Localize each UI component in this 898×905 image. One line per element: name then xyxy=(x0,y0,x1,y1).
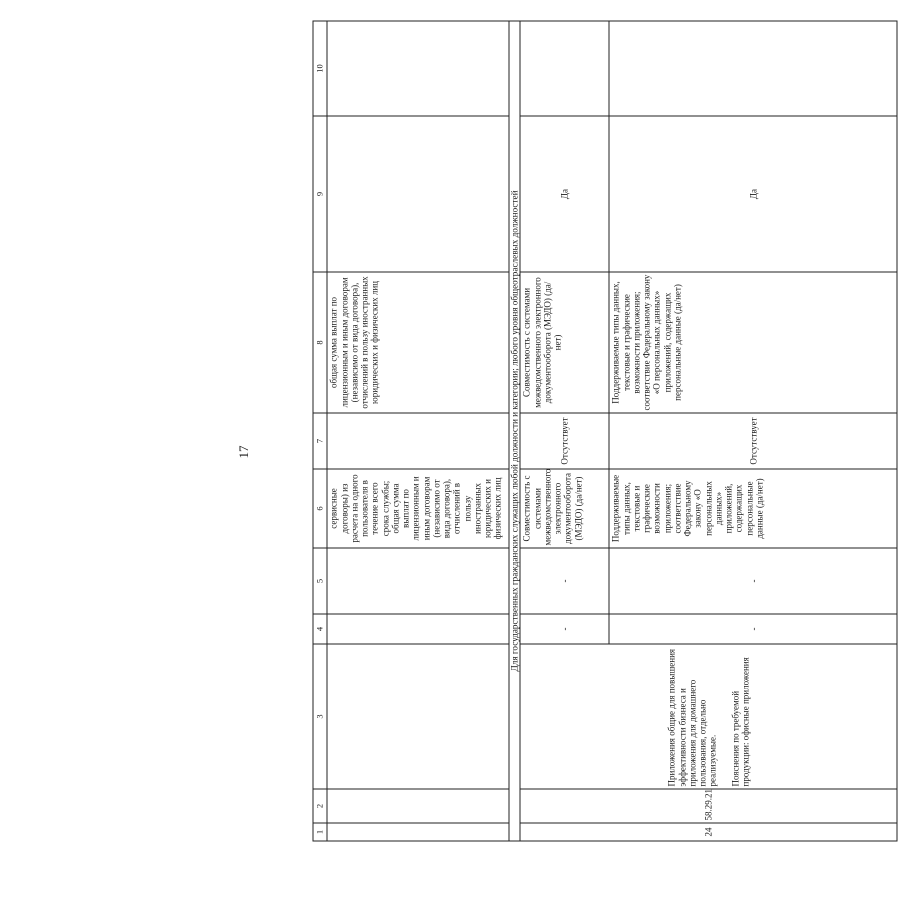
column-number: 3 xyxy=(313,644,327,789)
continuation-col6: сервисные договоры) из расчета на одного пользователя в течение всего срока службы; общая сумма выплат по лицензионным и иным договорам (независимо от вида договора), отчислений в пользу иностранных юридических и физических лиц xyxy=(327,469,508,548)
cell-col6: Поддерживаемые типы данных, текстовые и графические возможности приложения; соответствие Федеральному закону «О персональных данных» приложений, содержащих персональные данные (да/нет) xyxy=(609,469,897,548)
entry-name-line: Пояснения по требуемой продукции: офисные приложения xyxy=(730,657,751,787)
table-cell xyxy=(327,644,508,789)
cell-col8: Совместимость с системами межведомственного электронного документооборота (МЭДО) (да/нет) xyxy=(520,272,609,413)
table-cell xyxy=(327,116,508,272)
column-number: 4 xyxy=(313,614,327,644)
entry-name xyxy=(520,644,897,789)
cell-col9: Да xyxy=(609,116,897,272)
cell-col6: Совместимость с системами межведомственного электронного документооборота (МЭДО) (да/нет) xyxy=(520,469,609,548)
table-cell xyxy=(327,548,508,614)
section-header: Для государственных гражданских служащих любой должности и категории; любого уровня общеотраслевых должностей xyxy=(509,21,521,841)
column-number: 1 xyxy=(313,823,327,841)
cell-col5: - xyxy=(609,548,897,614)
column-number: 7 xyxy=(313,413,327,469)
column-number: 2 xyxy=(313,789,327,823)
table-cell xyxy=(327,614,508,644)
cell-col9: Да xyxy=(520,116,609,272)
entry-code: 58.29.21 xyxy=(520,789,897,823)
cell-col4: - xyxy=(520,614,609,644)
cell-col8: Поддерживаемые типы данных, текстовые и графические возможности приложения; соответствие Федеральному закону «О персональных данных» приложений, содержащих персональные данные (да/нет) xyxy=(609,272,897,413)
page-number: 17 xyxy=(236,445,251,459)
continuation-row xyxy=(327,21,508,841)
cell-col7: Отсутствует xyxy=(609,413,897,469)
requirements-table xyxy=(313,21,898,842)
column-number: 5 xyxy=(313,548,327,614)
cell-col10 xyxy=(520,21,609,116)
cell-col7: Отсутствует xyxy=(520,413,609,469)
column-number: 8 xyxy=(313,272,327,413)
cell-col5: - xyxy=(520,548,609,614)
table-cell xyxy=(327,21,508,116)
table-cell xyxy=(327,789,508,823)
cell-col10 xyxy=(609,21,897,116)
column-number-row xyxy=(313,21,327,841)
entry-name-line: Приложения общие для повышения эффективности бизнеса и приложения для домашнего пользования, отдельно реализуемые. xyxy=(666,648,718,787)
column-number: 6 xyxy=(313,469,327,548)
table-cell xyxy=(327,823,508,841)
column-number: 9 xyxy=(313,116,327,272)
entry-number: 24 xyxy=(520,823,897,841)
rotated-table-sheet xyxy=(313,22,898,842)
section-header-row xyxy=(509,21,521,841)
column-number: 10 xyxy=(313,21,327,116)
table-cell xyxy=(327,413,508,469)
table-row xyxy=(520,21,609,841)
continuation-col8: общая сумма выплат по лицензионным и иным договорам (независимо от вида договора), отчислений в пользу иностранных юридических и физических лиц xyxy=(327,272,508,413)
cell-col4: - xyxy=(609,614,897,644)
